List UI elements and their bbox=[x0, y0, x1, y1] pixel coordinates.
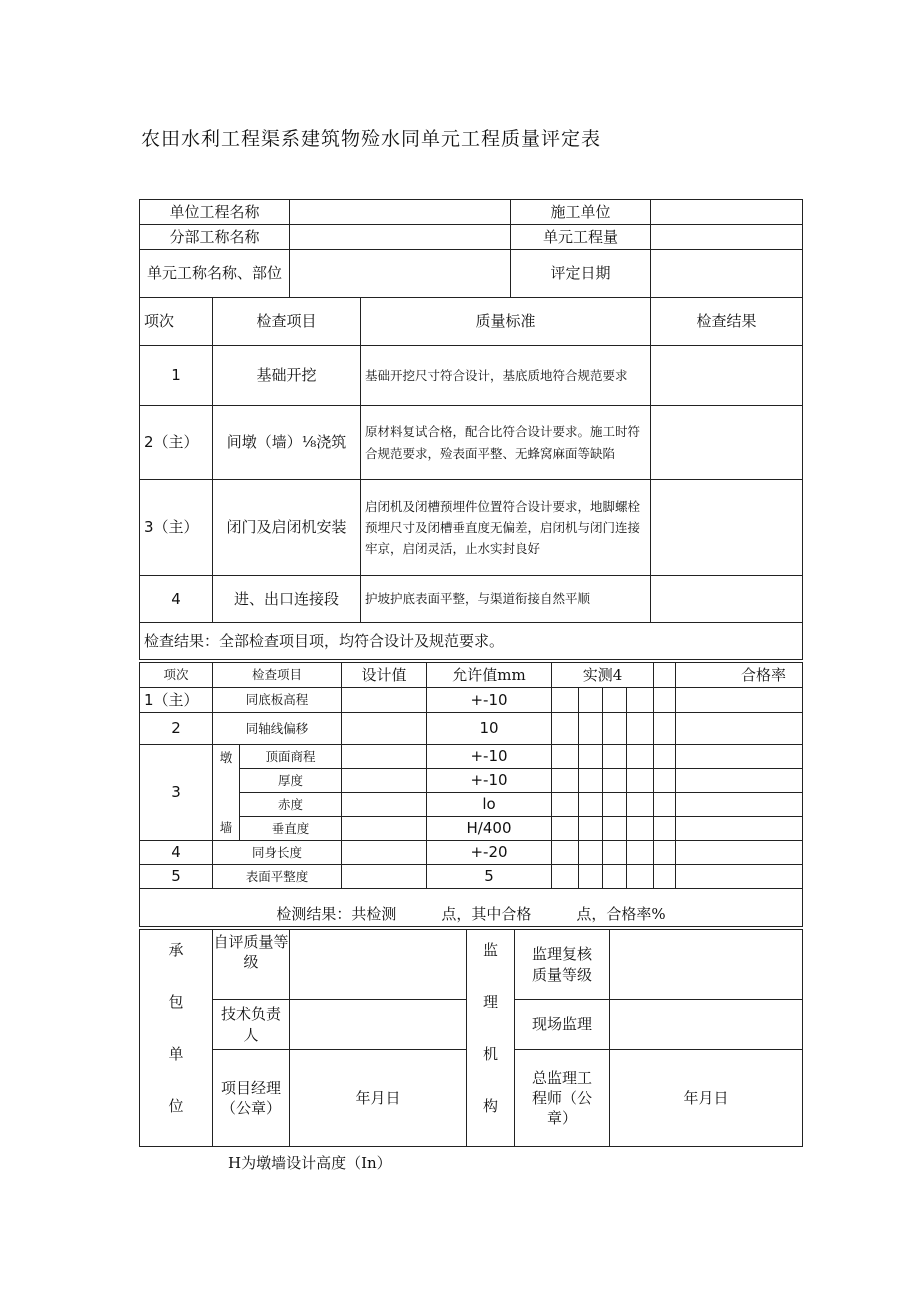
contractor-char: 位 bbox=[168, 1096, 184, 1115]
m-cell[interactable] bbox=[627, 865, 654, 889]
row-item: 间墩（墙）⅛浇筑 bbox=[213, 406, 361, 480]
m-cell[interactable] bbox=[579, 745, 603, 769]
m-row-no: 2 bbox=[140, 713, 213, 745]
m-col-header-rate: 合格率 bbox=[676, 663, 803, 688]
m-allow-value: lo bbox=[427, 793, 552, 817]
self-eval-field[interactable] bbox=[290, 930, 467, 1000]
row-no: 3（主） bbox=[140, 480, 213, 576]
supervisor-char: 构 bbox=[482, 1096, 498, 1115]
row-standard: 启闭机及闭槽预埋件位置符合设计要求，地脚螺栓预埋尺寸及闭槽垂直度无偏差，启闭机与闭门连接牢京，启闭灵活，止水实封良好 bbox=[361, 480, 651, 576]
m-cell[interactable] bbox=[654, 865, 676, 889]
table-row bbox=[140, 769, 803, 793]
m-cell[interactable] bbox=[579, 865, 603, 889]
m-cell[interactable] bbox=[579, 688, 603, 713]
m-allow-value: H/400 bbox=[427, 817, 552, 841]
table-row bbox=[140, 865, 803, 889]
unit-project-field[interactable] bbox=[290, 200, 511, 225]
m-row-item: 厚度 bbox=[240, 769, 342, 793]
m-col-header-measured: 实测4 bbox=[552, 663, 654, 688]
m-design-field[interactable] bbox=[342, 688, 427, 713]
m-rate-field[interactable] bbox=[676, 841, 803, 865]
m-allow-value: 5 bbox=[427, 865, 552, 889]
m-design-field[interactable] bbox=[342, 841, 427, 865]
m-col-header-item: 检查项目 bbox=[213, 663, 342, 688]
m-cell[interactable] bbox=[603, 713, 627, 745]
m-rate-field[interactable] bbox=[676, 769, 803, 793]
contractor-char: 承 bbox=[168, 941, 184, 959]
sup-review-field[interactable] bbox=[610, 930, 803, 1000]
row-result-field[interactable] bbox=[651, 346, 803, 406]
m-cell[interactable] bbox=[627, 841, 654, 865]
table-row bbox=[140, 817, 803, 841]
contractor-label bbox=[140, 930, 213, 1147]
m-cell[interactable] bbox=[552, 688, 579, 713]
m-allow-value: +-10 bbox=[427, 769, 552, 793]
constructor-label: 施工单位 bbox=[511, 200, 651, 225]
table-row bbox=[140, 688, 803, 713]
signoff-table bbox=[139, 929, 803, 1147]
contractor-char: 单 bbox=[168, 1044, 184, 1063]
sup-review-label: 监理复核质量等级 bbox=[515, 930, 610, 1000]
tech-lead-label: 技术负责人 bbox=[213, 1000, 290, 1050]
m-cell[interactable] bbox=[579, 713, 603, 745]
m-allow-value: +-20 bbox=[427, 841, 552, 865]
m-cell[interactable] bbox=[552, 745, 579, 769]
sub-project-label: 分部工称名称 bbox=[140, 225, 290, 250]
row-no: 2（主） bbox=[140, 406, 213, 480]
m-design-field[interactable] bbox=[342, 817, 427, 841]
constructor-field[interactable] bbox=[651, 200, 803, 225]
self-eval-label: 自评质量等级 bbox=[213, 930, 290, 1000]
m-rate-field[interactable] bbox=[676, 817, 803, 841]
m-row-item: 垂直度 bbox=[240, 817, 342, 841]
supervisor-char: 监 bbox=[482, 941, 498, 959]
m-cell[interactable] bbox=[579, 769, 603, 793]
pm-date[interactable]: 年月日 bbox=[290, 1050, 467, 1147]
m-allow-value: +-10 bbox=[427, 688, 552, 713]
row-no: 1 bbox=[140, 346, 213, 406]
m-row-item: 表面平整度 bbox=[213, 865, 342, 889]
row-item: 闭门及启闭机安装 bbox=[213, 480, 361, 576]
m-cell[interactable] bbox=[627, 793, 654, 817]
m-allow-value: 10 bbox=[427, 713, 552, 745]
inspection-summary: 检查结果：全部检查项目项，均符合设计及规范要求。 bbox=[140, 623, 803, 660]
m-cell[interactable] bbox=[654, 817, 676, 841]
m-cell[interactable] bbox=[603, 841, 627, 865]
m-cell[interactable] bbox=[603, 745, 627, 769]
m-rate-field[interactable] bbox=[676, 793, 803, 817]
row-standard: 基础开挖尺寸符合设计，基底质地符合规范要求 bbox=[361, 346, 651, 406]
m-rate-field[interactable] bbox=[676, 865, 803, 889]
m-cell[interactable] bbox=[654, 745, 676, 769]
supervisor-char: 理 bbox=[482, 992, 498, 1011]
m-cell[interactable] bbox=[552, 817, 579, 841]
site-sup-label: 现场监理 bbox=[515, 1000, 610, 1050]
m-row-item: 同身长度 bbox=[213, 841, 342, 865]
m-allow-value: +-10 bbox=[427, 745, 552, 769]
m-col-header-allow: 允许值mm bbox=[427, 663, 552, 688]
measurement-table bbox=[139, 662, 803, 927]
unit-name-field[interactable] bbox=[290, 250, 511, 298]
row-result-field[interactable] bbox=[651, 480, 803, 576]
m-row-no: 4 bbox=[140, 841, 213, 865]
m-col-header-design: 设计值 bbox=[342, 663, 427, 688]
m-rate-field[interactable] bbox=[676, 713, 803, 745]
m-design-field[interactable] bbox=[342, 713, 427, 745]
m-cell[interactable] bbox=[603, 793, 627, 817]
m-cell[interactable] bbox=[654, 713, 676, 745]
m-cell[interactable] bbox=[552, 713, 579, 745]
m-col-header-no: 项次 bbox=[140, 663, 213, 688]
m-row-item: 同轴线偏移 bbox=[213, 713, 342, 745]
m-cell[interactable] bbox=[552, 769, 579, 793]
m-design-field[interactable] bbox=[342, 793, 427, 817]
m-header-blank bbox=[654, 663, 676, 688]
m-cell[interactable] bbox=[654, 793, 676, 817]
m-cell[interactable] bbox=[627, 688, 654, 713]
inspection-table bbox=[139, 199, 803, 660]
m-cell[interactable] bbox=[552, 793, 579, 817]
row-item: 基础开挖 bbox=[213, 346, 361, 406]
m-cell[interactable] bbox=[627, 769, 654, 793]
row-item: 进、出口连接段 bbox=[213, 576, 361, 623]
m-cell[interactable] bbox=[654, 769, 676, 793]
contractor-char: 包 bbox=[168, 992, 184, 1011]
chief-sup-label: 总监理工程师（公章） bbox=[515, 1050, 610, 1147]
m-design-field[interactable] bbox=[342, 769, 427, 793]
m-cell[interactable] bbox=[654, 841, 676, 865]
m-cell[interactable] bbox=[654, 688, 676, 713]
col-header-no: 项次 bbox=[140, 298, 213, 346]
eval-date-field[interactable] bbox=[651, 250, 803, 298]
m-group-label bbox=[213, 745, 240, 841]
form-title: 农田水利工程渠系建筑物殓水同单元工程质量评定表 bbox=[141, 128, 602, 150]
m-cell[interactable] bbox=[627, 817, 654, 841]
m-row-item: 赤度 bbox=[240, 793, 342, 817]
col-header-standard: 质量标准 bbox=[361, 298, 651, 346]
m-cell[interactable] bbox=[552, 841, 579, 865]
m-rate-field[interactable] bbox=[676, 745, 803, 769]
pm-label: 项目经理（公章） bbox=[213, 1050, 290, 1147]
table-row bbox=[140, 576, 803, 623]
row-result-field[interactable] bbox=[651, 406, 803, 480]
m-row-no: 5 bbox=[140, 865, 213, 889]
m-group-top: 墩 bbox=[219, 749, 233, 765]
m-cell[interactable] bbox=[603, 688, 627, 713]
col-header-item: 检查项目 bbox=[213, 298, 361, 346]
table-row bbox=[140, 480, 803, 576]
unit-name-label: 单元工称名称、部位 bbox=[140, 250, 290, 298]
m-cell[interactable] bbox=[603, 769, 627, 793]
measurement-result: 检测结果：共检测 点，其中合格 点，合格率% bbox=[140, 889, 803, 927]
footnote: H为墩墙设计高度（In） bbox=[228, 1154, 392, 1172]
m-cell[interactable] bbox=[627, 713, 654, 745]
m-cell[interactable] bbox=[603, 865, 627, 889]
m-row-no: 1（主） bbox=[140, 688, 213, 713]
table-row bbox=[140, 745, 803, 769]
chief-date[interactable]: 年月日 bbox=[610, 1050, 803, 1147]
table-row bbox=[140, 406, 803, 480]
row-standard: 护坡护底表面平整，与渠道衔接自然平顺 bbox=[361, 576, 651, 623]
row-standard: 原材料复试合格，配合比符合设计要求。施工时符合规范要求，殓表面平整、无蜂窝麻面等缺陷 bbox=[361, 406, 651, 480]
m-row-item: 顶面商程 bbox=[240, 745, 342, 769]
eval-date-label: 评定日期 bbox=[511, 250, 651, 298]
m-row-item: 同底板高程 bbox=[213, 688, 342, 713]
m-row-no: 3 bbox=[140, 745, 213, 841]
m-cell[interactable] bbox=[603, 817, 627, 841]
table-row bbox=[140, 841, 803, 865]
unit-quantity-label: 单元工程量 bbox=[511, 225, 651, 250]
table-row bbox=[140, 793, 803, 817]
col-header-result: 检查结果 bbox=[651, 298, 803, 346]
m-group-bottom: 墙 bbox=[219, 820, 233, 836]
row-result-field[interactable] bbox=[651, 576, 803, 623]
table-row bbox=[140, 346, 803, 406]
m-cell[interactable] bbox=[579, 841, 603, 865]
tech-lead-field[interactable] bbox=[290, 1000, 467, 1050]
m-design-field[interactable] bbox=[342, 865, 427, 889]
sub-project-field[interactable] bbox=[290, 225, 511, 250]
m-cell[interactable] bbox=[552, 865, 579, 889]
m-cell[interactable] bbox=[579, 817, 603, 841]
unit-project-label: 单位工程名称 bbox=[140, 200, 290, 225]
m-cell[interactable] bbox=[627, 745, 654, 769]
table-row bbox=[140, 713, 803, 745]
supervisor-label bbox=[467, 930, 515, 1147]
m-design-field[interactable] bbox=[342, 745, 427, 769]
site-sup-field[interactable] bbox=[610, 1000, 803, 1050]
unit-quantity-field[interactable] bbox=[651, 225, 803, 250]
m-rate-field[interactable] bbox=[676, 688, 803, 713]
supervisor-char: 机 bbox=[482, 1044, 498, 1063]
row-no: 4 bbox=[140, 576, 213, 623]
m-cell[interactable] bbox=[579, 793, 603, 817]
